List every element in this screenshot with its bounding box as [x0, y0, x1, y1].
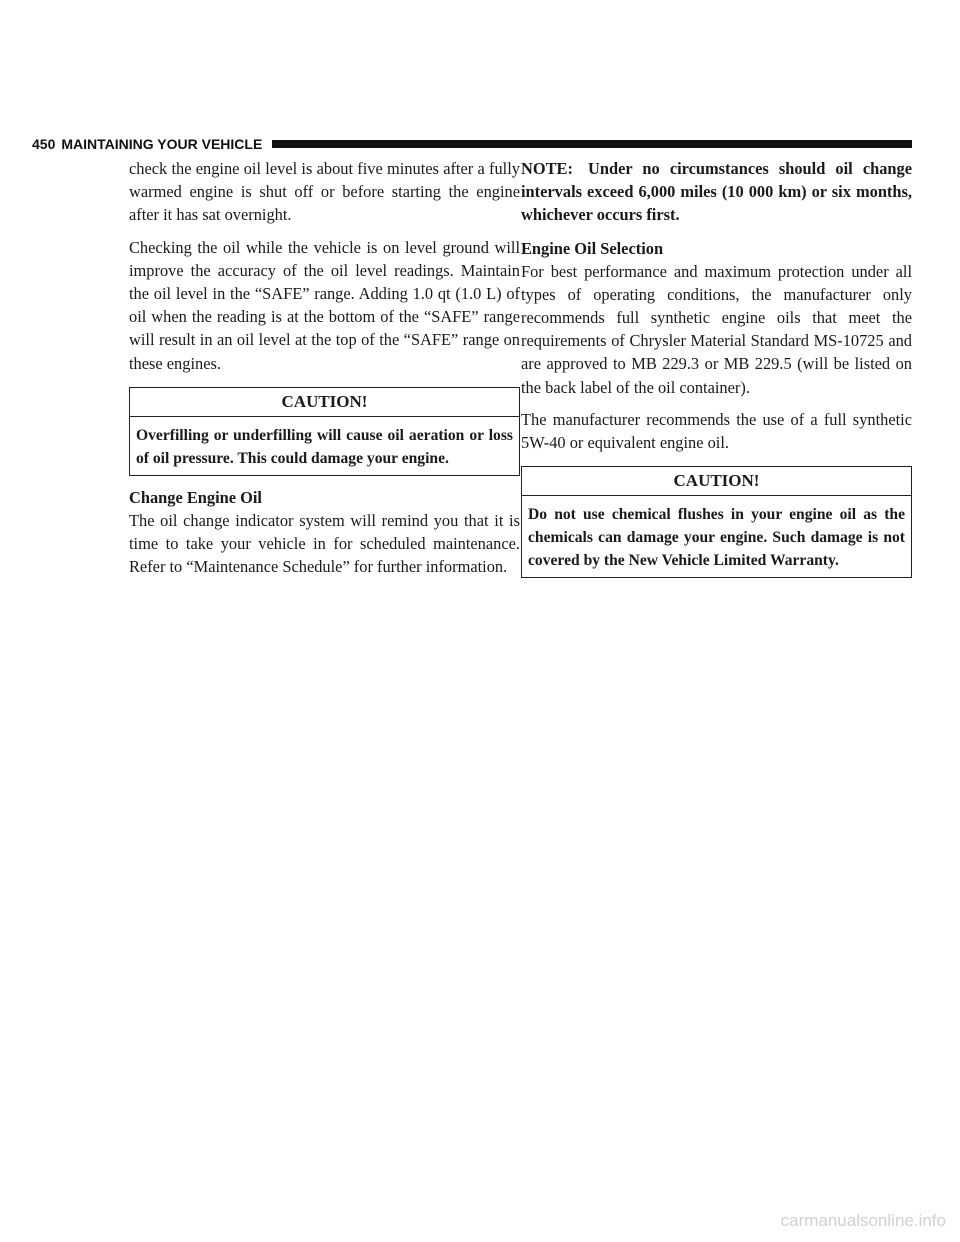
- caution-box-chemical-flushes: [521, 466, 912, 578]
- paragraph-oil-change-indicator: The oil change indicator system will remind you that it is time to take your vehicle in for scheduled maintenance. Refer to “Maintenance Schedule” for further information.: [129, 510, 520, 577]
- paragraph-oil-check-timing: check the engine oil level is about five minutes after a fully warmed engine is shut off or before starting the engine after it has sat overnight.: [129, 159, 520, 225]
- paragraph-level-ground: Checking the oil while the vehicle is on level ground will improve the accuracy of the oil level readings. Maintain the oil level in the “SAFE” range. Adding 1.0 qt (1.0 L) of oil when the reading is at the bottom of the “SAFE” range will result in an oil level at the top of the “SAFE” range on these engines.: [129, 237, 520, 373]
- watermark: carmanualsonline.info: [780, 1211, 946, 1230]
- caution-text: Overfilling or underfilling will cause oil aeration or loss of oil pressure. This could damage your engine.: [136, 426, 513, 467]
- paragraph-synthetic-oil-requirements: For best performance and maximum protection under all types of operating conditions, the manufacturer only recommends full synthetic engine oils that meet the requirements of Chrysler Material Standard MS-10725 and are approved to MB 229.3 or MB 229.5 (will be listed on the back label of the oil container).: [521, 261, 912, 397]
- caution-title: CAUTION!: [130, 388, 519, 417]
- note-label: NOTE:: [521, 159, 573, 178]
- caution-text: Do not use chemical flushes in your engine oil as the chemicals can damage your engine. Such damage is not covered by the New Vehicle Limited Warranty.: [528, 506, 905, 570]
- note-oil-change-interval: [521, 157, 912, 227]
- caution-title: CAUTION!: [522, 467, 911, 496]
- caution-box-overfilling: [129, 387, 520, 476]
- heading-engine-oil-selection: Engine Oil Selection: [521, 238, 664, 258]
- heading-change-engine-oil: Change Engine Oil: [129, 487, 262, 507]
- paragraph-5w40-recommendation: The manufacturer recommends the use of a full synthetic 5W-40 or equivalent engine oil.: [521, 409, 912, 453]
- section-title: MAINTAINING YOUR VEHICLE: [61, 136, 263, 152]
- page-number: 450: [32, 136, 56, 152]
- right-column: [521, 157, 912, 586]
- header-rule: [272, 140, 912, 148]
- page-header: [32, 136, 912, 152]
- left-column: [129, 157, 520, 587]
- note-text: Under no circumstances should oil change intervals exceed 6,000 miles (10 000 km) or six months, whichever occurs first.: [521, 159, 912, 225]
